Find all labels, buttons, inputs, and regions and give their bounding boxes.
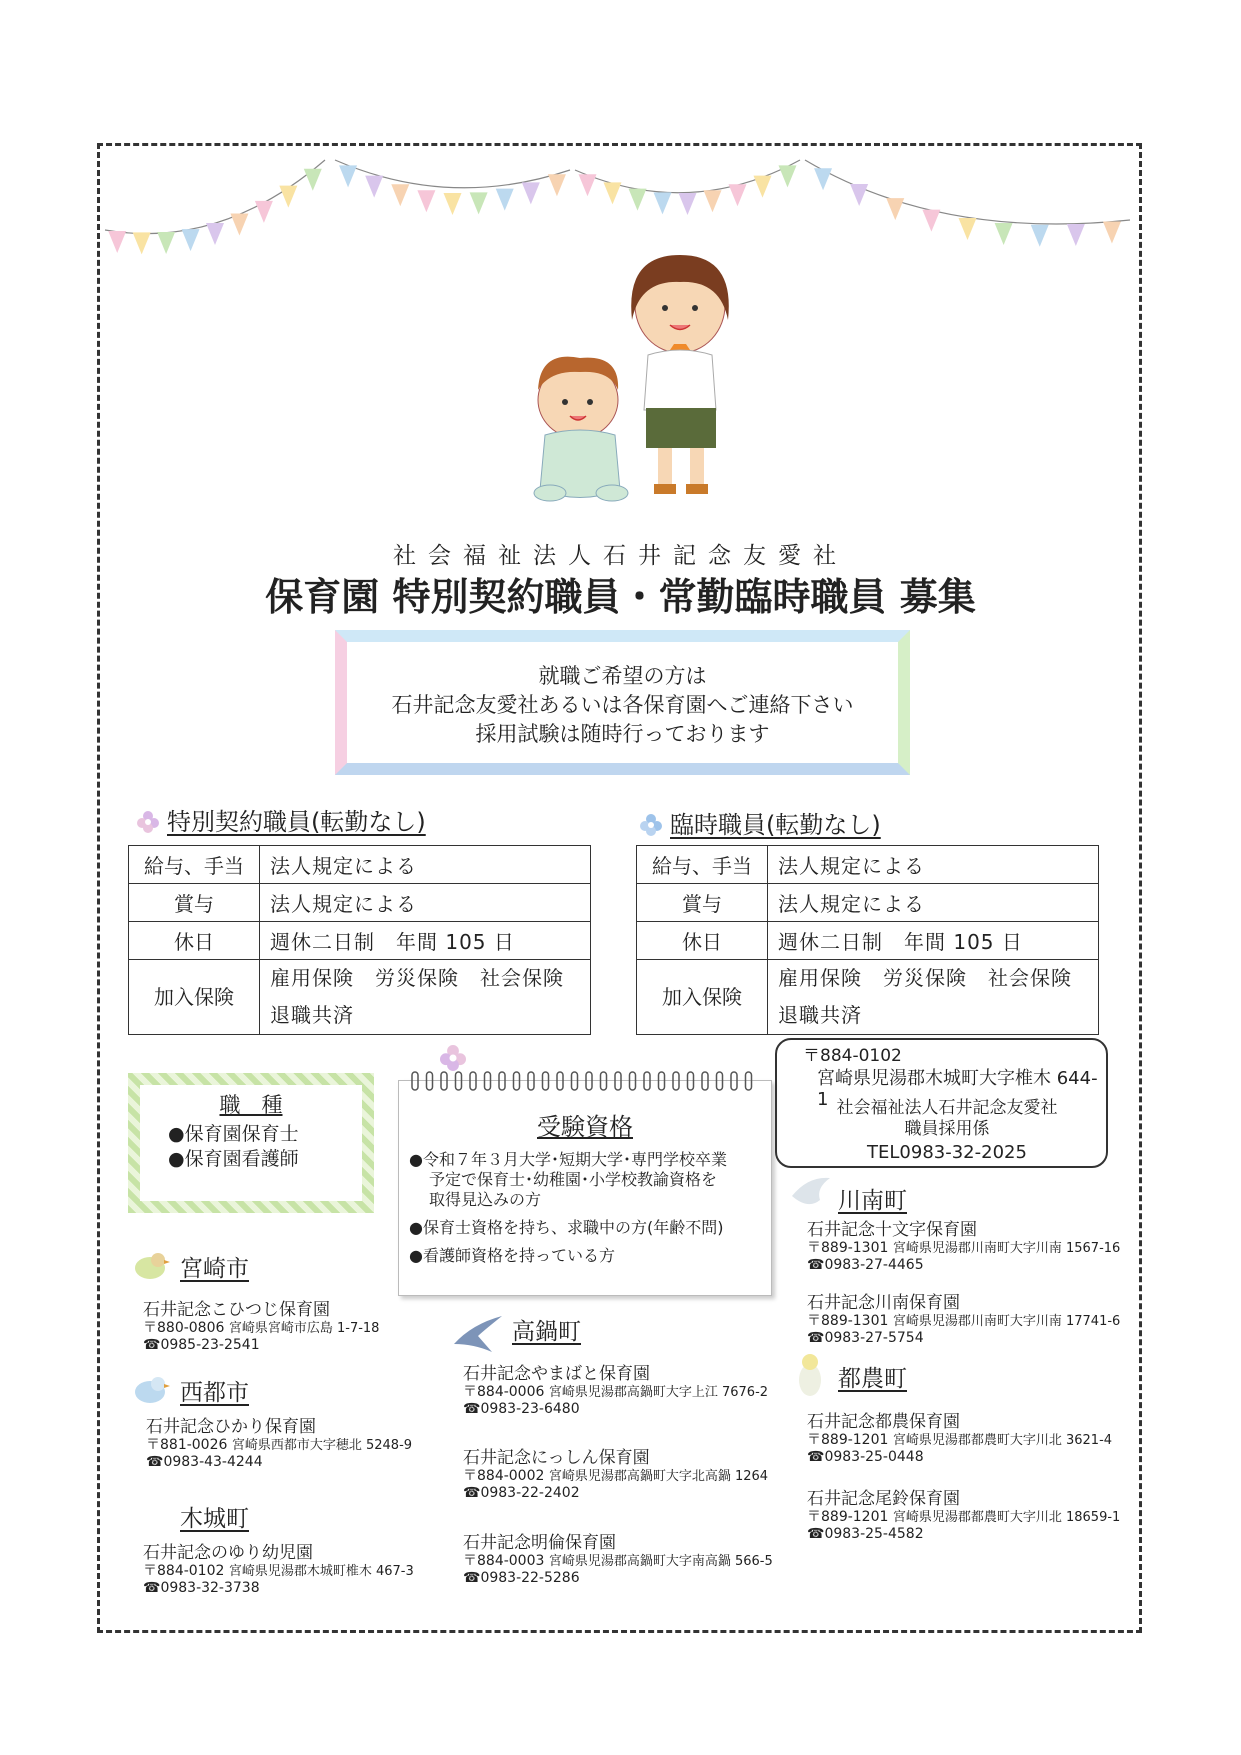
notepad-ring xyxy=(412,1072,418,1090)
table-row xyxy=(637,922,1099,960)
qualification-item-cont: 予定で保育士･幼稚園･小学校教諭資格を xyxy=(429,1170,718,1189)
notepad-ring xyxy=(586,1072,592,1090)
notepad-ring xyxy=(717,1072,723,1090)
job-types-heading: 職 種 xyxy=(219,1093,283,1117)
facility-name: 石井記念川南保育園 xyxy=(807,1293,960,1313)
notepad-ring xyxy=(644,1072,650,1090)
notepad-ring xyxy=(630,1072,636,1090)
insurance-line: 雇用保険 労災保険 社会保険 xyxy=(270,966,564,990)
bunting-flag xyxy=(995,223,1013,245)
qualification-list xyxy=(399,1150,771,1266)
table-key: 賞与 xyxy=(129,884,260,922)
table-row xyxy=(637,846,1099,884)
notice-line: 石井記念友愛社あるいは各保育園へご連絡下さい xyxy=(391,693,854,717)
facility-address: 宮崎県児湯郡高鍋町大字南高鍋 566-5 xyxy=(548,1554,773,1569)
bunting-flag xyxy=(579,174,597,196)
facility-zip: 〒889-1301 xyxy=(807,1313,889,1329)
facility-name: 石井記念都農保育園 xyxy=(807,1412,960,1432)
notepad-ring xyxy=(485,1072,491,1090)
notepad-ring xyxy=(673,1072,679,1090)
bunting-flag xyxy=(704,190,722,212)
facility-tel: ☎0983-25-0448 xyxy=(807,1449,924,1465)
table-row xyxy=(129,884,591,922)
qualification-notepad xyxy=(398,1080,772,1296)
facility-entry xyxy=(807,1293,1120,1347)
facility-name: 石井記念十文字保育園 xyxy=(807,1220,977,1240)
table-row xyxy=(637,960,1099,1035)
bunting-flag xyxy=(279,186,297,208)
bunting-flag xyxy=(157,232,175,254)
bunting-flag xyxy=(444,193,462,215)
bunting-flag xyxy=(496,189,514,211)
job-type-item: ●保育園看護師 xyxy=(168,1148,299,1170)
facility-zip: 〒889-1201 xyxy=(807,1432,889,1448)
qualification-item: ●令和７年３月大学･短期大学･専門学校卒業 xyxy=(409,1150,727,1169)
dove-icon xyxy=(790,1174,832,1214)
flower-icon xyxy=(440,1045,466,1071)
bunting-flag xyxy=(417,190,435,212)
table-row xyxy=(129,846,591,884)
facility-address: 宮崎県児湯郡木城町椎木 467-3 xyxy=(228,1564,414,1579)
table-key: 加入保険 xyxy=(129,960,260,1035)
facility-tel: ☎0983-22-2402 xyxy=(463,1485,580,1501)
facility-tel: ☎0983-22-5286 xyxy=(463,1570,580,1586)
notepad-ring xyxy=(659,1072,665,1090)
swallow-icon xyxy=(452,1314,504,1354)
notepad-ring xyxy=(514,1072,520,1090)
bunting-flag xyxy=(886,198,904,220)
page-title: 保育園 特別契約職員・常勤臨時職員 募集 xyxy=(265,575,976,619)
notepad-ring xyxy=(731,1072,737,1090)
table-value xyxy=(768,960,1099,1035)
facility-zip: 〒884-0006 xyxy=(463,1384,545,1400)
contact-tel: TEL0983-32-2025 xyxy=(867,1142,1027,1163)
flower-icon xyxy=(137,811,159,833)
bunting-flag xyxy=(108,231,126,253)
bunting-flag xyxy=(133,232,151,254)
notepad-ring xyxy=(470,1072,476,1090)
qualification-heading: 受験資格 xyxy=(537,1113,633,1141)
table-row xyxy=(129,960,591,1035)
notepad-ring xyxy=(441,1072,447,1090)
bunting-flag xyxy=(206,223,224,245)
qualification-item-cont: 取得見込みの方 xyxy=(429,1190,542,1209)
facility-address: 宮崎県児湯郡川南町大字川南 1567-16 xyxy=(892,1241,1121,1256)
bunting-flag xyxy=(182,229,200,251)
table-key: 給与、手当 xyxy=(637,846,768,884)
facility-address: 宮崎県宮崎市広島 1-7-18 xyxy=(228,1321,380,1336)
notepad-ring xyxy=(543,1072,549,1090)
special-staff-table xyxy=(128,845,591,1035)
bunting-flag xyxy=(922,210,940,232)
bunting-flag xyxy=(304,169,322,191)
insurance-line: 退職共済 xyxy=(270,1003,354,1027)
facility-address: 宮崎県児湯郡川南町大字川南 17741-6 xyxy=(892,1314,1121,1329)
special-staff-heading-text: 特別契約職員(転勤なし) xyxy=(167,808,426,836)
table-value xyxy=(260,960,591,1035)
bunting-flag xyxy=(1103,222,1121,244)
table-row xyxy=(129,922,591,960)
facility-name: 石井記念ひかり保育園 xyxy=(146,1417,316,1437)
bird-icon xyxy=(130,1372,170,1408)
table-key: 休日 xyxy=(129,922,260,960)
facility-zip: 〒884-0102 xyxy=(143,1563,225,1579)
temp-staff-heading-text: 臨時職員(転勤なし) xyxy=(670,811,881,839)
notepad-ring xyxy=(557,1072,563,1090)
facility-entry xyxy=(463,1533,773,1587)
facility-tel: ☎0983-32-3738 xyxy=(143,1580,260,1596)
table-value: 法人規定による xyxy=(260,884,591,922)
children-illustration xyxy=(520,250,760,510)
facility-tel: ☎0983-27-5754 xyxy=(807,1330,924,1346)
notepad-ring xyxy=(615,1072,621,1090)
facility-tel: ☎0983-43-4244 xyxy=(146,1454,263,1470)
notepad-ring xyxy=(572,1072,578,1090)
insurance-line: 雇用保険 労災保険 社会保険 xyxy=(778,966,1072,990)
bunting-flag xyxy=(548,174,566,196)
organization-name: 社会福祉法人石井記念友愛社 xyxy=(393,543,848,569)
qualification-item: ●看護師資格を持っている方 xyxy=(409,1246,615,1265)
bird-icon xyxy=(130,1248,170,1284)
facility-name: 石井記念こひつじ保育園 xyxy=(143,1300,330,1320)
bunting-flag xyxy=(679,193,697,215)
facility-name: 石井記念やまばと保育園 xyxy=(463,1364,650,1384)
facility-tel: ☎0985-23-2541 xyxy=(143,1337,260,1353)
job-type-item: ●保育園保育士 xyxy=(168,1123,299,1145)
facility-entry xyxy=(463,1364,768,1418)
bunting-flag xyxy=(255,201,273,223)
facility-entry xyxy=(807,1412,1112,1466)
location-heading-kijo: 木城町 xyxy=(180,1506,249,1532)
bunting-flag xyxy=(729,184,747,206)
notepad-ring xyxy=(601,1072,607,1090)
job-types-inner xyxy=(140,1085,362,1201)
contact-address: 宮崎県児湯郡木城町大字椎木 644-1 xyxy=(817,1068,1098,1110)
contact-dept: 職員採用係 xyxy=(904,1119,990,1139)
location-heading-takanabe: 高鍋町 xyxy=(512,1319,581,1345)
location-heading-saito: 西都市 xyxy=(180,1380,249,1406)
facility-entry xyxy=(146,1417,412,1471)
table-value: 週休二日制 年間 105 日 xyxy=(260,922,591,960)
qualification-item: ●保育士資格を持ち、求職中の方(年齢不問) xyxy=(409,1218,724,1237)
facility-name: 石井記念尾鈴保育園 xyxy=(807,1489,960,1509)
temp-staff-table xyxy=(636,845,1099,1035)
bunting-flag xyxy=(365,176,383,198)
bunting-flag xyxy=(754,176,772,198)
facility-entry xyxy=(807,1489,1120,1543)
bunting-flag xyxy=(959,218,977,240)
facility-zip: 〒881-0026 xyxy=(146,1437,228,1453)
notepad-ring xyxy=(427,1072,433,1090)
bunting-flag xyxy=(339,165,357,187)
facility-entry xyxy=(143,1543,414,1597)
notepad-ring xyxy=(688,1072,694,1090)
bird-icon xyxy=(793,1352,827,1398)
temp-staff-heading xyxy=(640,805,881,840)
facility-tel: ☎0983-25-4582 xyxy=(807,1526,924,1542)
bunting-flag xyxy=(779,165,797,187)
table-value: 法人規定による xyxy=(768,884,1099,922)
notice-line: 採用試験は随時行っております xyxy=(475,722,770,746)
facility-tel: ☎0983-23-6480 xyxy=(463,1401,580,1417)
bunting-flag xyxy=(629,189,647,211)
contact-zip: 〒884-0102 xyxy=(803,1046,902,1066)
flower-icon xyxy=(640,814,662,836)
job-types-box xyxy=(128,1073,374,1213)
table-value: 法人規定による xyxy=(260,846,591,884)
facility-tel: ☎0983-27-4465 xyxy=(807,1257,924,1273)
bunting-flag xyxy=(604,182,622,204)
notepad-ring xyxy=(456,1072,462,1090)
facility-entry xyxy=(143,1300,379,1354)
table-value: 法人規定による xyxy=(768,846,1099,884)
bunting-flag xyxy=(230,214,248,236)
table-value: 週休二日制 年間 105 日 xyxy=(768,922,1099,960)
bunting-flag xyxy=(470,192,488,214)
bunting-flag xyxy=(1031,225,1049,247)
table-row xyxy=(637,884,1099,922)
insurance-line: 退職共済 xyxy=(778,1003,862,1027)
location-heading-kawaminami: 川南町 xyxy=(838,1188,907,1214)
facility-address: 宮崎県児湯郡都農町大字川北 3621-4 xyxy=(892,1433,1113,1448)
notepad-ring xyxy=(746,1072,752,1090)
facility-zip: 〒889-1301 xyxy=(807,1240,889,1256)
facility-name: 石井記念明倫保育園 xyxy=(463,1533,616,1553)
notepad-rings xyxy=(408,1070,760,1092)
facility-zip: 〒884-0002 xyxy=(463,1468,545,1484)
facility-name: 石井記念のゆり幼児園 xyxy=(143,1543,313,1563)
location-heading-miyazaki: 宮崎市 xyxy=(180,1256,249,1282)
bunting-flag xyxy=(814,168,832,190)
bunting-flag xyxy=(654,192,672,214)
table-key: 賞与 xyxy=(637,884,768,922)
facility-address: 宮崎県児湯郡都農町大字川北 18659-1 xyxy=(892,1510,1121,1525)
bunting-flag xyxy=(522,182,540,204)
facility-zip: 〒889-1201 xyxy=(807,1509,889,1525)
notepad-ring xyxy=(528,1072,534,1090)
facility-entry xyxy=(463,1448,768,1502)
facility-address: 宮崎県児湯郡高鍋町大字北高鍋 1264 xyxy=(548,1469,769,1484)
location-heading-tsuno: 都農町 xyxy=(838,1366,907,1392)
special-staff-heading xyxy=(137,802,426,837)
facility-address: 宮崎県西都市大字穂北 5248-9 xyxy=(231,1438,413,1453)
bunting-flag xyxy=(391,184,409,206)
notepad-ring xyxy=(702,1072,708,1090)
notepad-ring xyxy=(499,1072,505,1090)
facility-zip: 〒884-0003 xyxy=(463,1553,545,1569)
notice-line: 就職ご希望の方は xyxy=(538,664,707,688)
notice-box xyxy=(335,630,910,775)
bunting-flag xyxy=(850,184,868,206)
facility-zip: 〒880-0806 xyxy=(143,1320,225,1336)
table-key: 給与、手当 xyxy=(129,846,260,884)
table-key: 加入保険 xyxy=(637,960,768,1035)
contact-box xyxy=(775,1038,1108,1168)
facility-name: 石井記念にっしん保育園 xyxy=(463,1448,650,1468)
facility-entry xyxy=(807,1220,1120,1274)
facility-address: 宮崎県児湯郡高鍋町大字上江 7676-2 xyxy=(548,1385,769,1400)
table-key: 休日 xyxy=(637,922,768,960)
bunting-flag xyxy=(1067,224,1085,246)
contact-org: 社会福祉法人石井記念友愛社 xyxy=(836,1098,1058,1118)
